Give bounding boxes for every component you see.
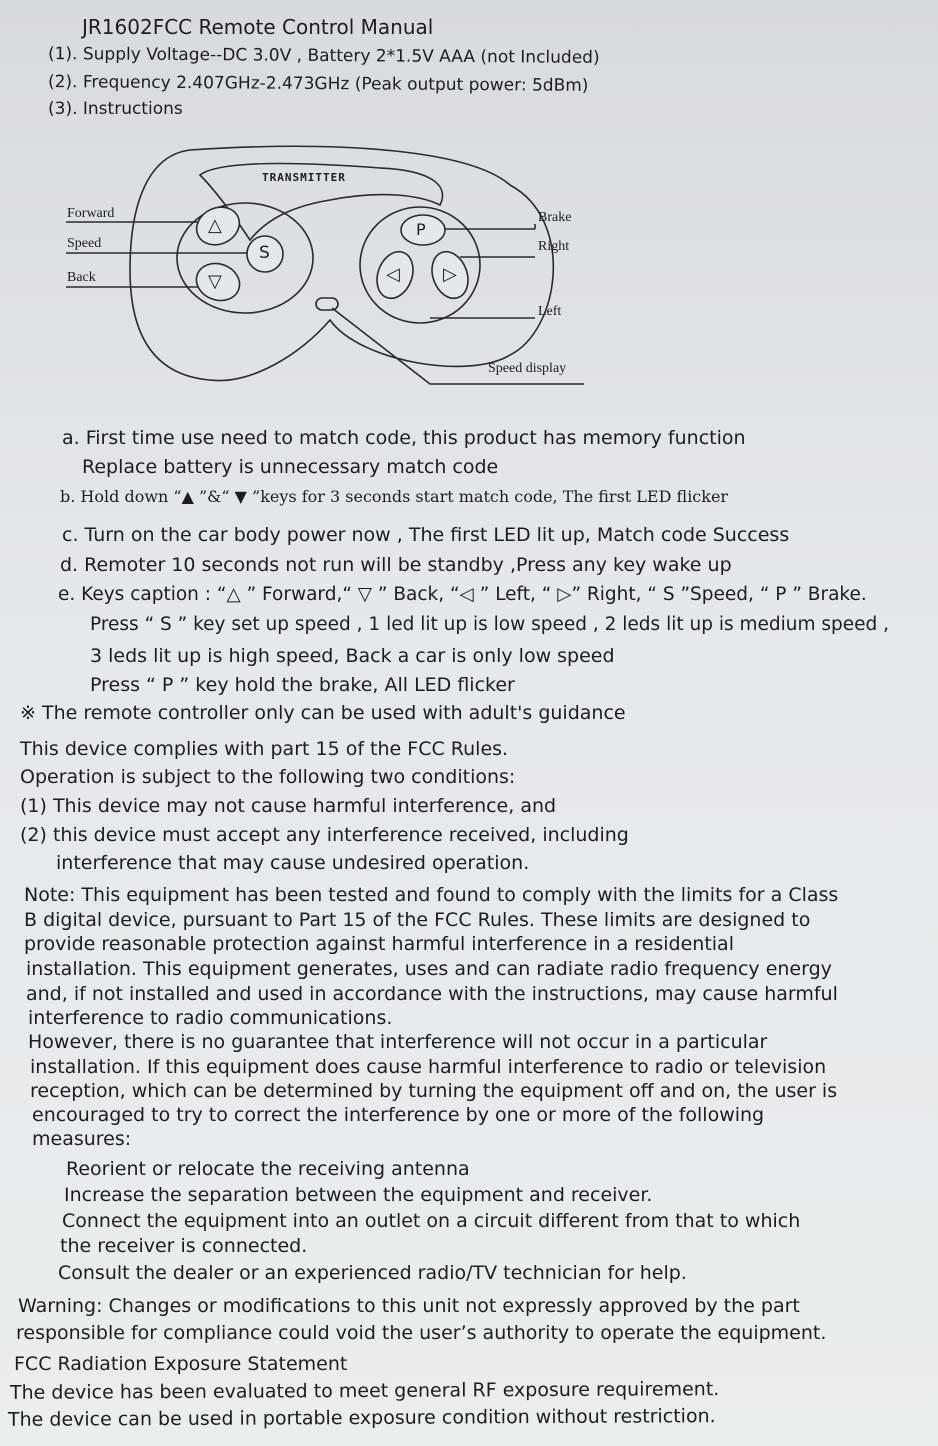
fcc-line-8: provide reasonable protection against harmful interference in a residential — [24, 933, 734, 955]
fcc-line-3: (1) This device may not cause harmful interference, and — [20, 795, 557, 817]
fcc-line-9: installation. This equipment generates, uses and can radiate radio frequency energy — [26, 958, 832, 980]
spec-line-3: (3). Instructions — [48, 99, 183, 119]
fcc-line-11: interference to radio communications. — [28, 1007, 393, 1029]
fcc-line-14: reception, which can be determined by turning the equipment off and on, the user is — [30, 1080, 838, 1102]
brake-label: Brake — [538, 210, 572, 225]
forward-label: Forward — [67, 206, 115, 221]
fcc-line-7: B digital device, pursuant to Part 15 of the FCC Rules. These limits are designed to — [24, 909, 811, 931]
left-pad-outline — [177, 203, 313, 313]
fcc-line-13: installation. If this equipment does cause harmful interference to radio or television — [30, 1056, 827, 1078]
fcc-line-4: (2) this device must accept any interference received, including — [20, 824, 629, 846]
speed-label: Speed — [67, 236, 102, 251]
instruction-e-line3: 3 leds lit up is high speed, Back a car is only low speed — [90, 645, 615, 667]
instruction-c: c. Turn on the car body power now , The first LED lit up, Match code Success — [62, 524, 790, 546]
fcc-measure-3b: the receiver is connected. — [60, 1235, 308, 1257]
instruction-a-line1: a. First time use need to match code, this product has memory function — [62, 427, 746, 449]
spec-line-1: (1). Supply Voltage--DC 3.0V , Battery 2*1.5V AAA (not Included) — [47, 44, 600, 68]
fcc-measure-4: Consult the dealer or an experienced radio/TV technician for help. — [58, 1262, 687, 1284]
spec-line-2: (2). Frequency 2.407GHz-2.473GHz (Peak output power: 5dBm) — [47, 72, 589, 96]
fcc-line-6: Note: This equipment has been tested and found to comply with the limits for a Class — [24, 884, 839, 906]
warning-line-2: responsible for compliance could void the user’s authority to operate the equipment. — [16, 1322, 827, 1344]
back-label: Back — [67, 270, 96, 285]
left-label: Left — [538, 304, 562, 319]
right-label: Right — [538, 239, 570, 254]
rf-exposure-line-2: The device can be used in portable exposure condition without restriction. — [7, 1405, 716, 1431]
fcc-measure-1: Reorient or relocate the receiving antenna — [66, 1158, 470, 1180]
instruction-e-line4: Press “ P ” key hold the brake, All LED flicker — [90, 674, 515, 696]
instruction-e-line1: e. Keys caption : “△ ” Forward,“ ▽ ” Back, “◁ ” Left, “ ▷” Right, “ S ”Speed, “ P ” Brake. — [58, 584, 867, 605]
instruction-d: d. Remoter 10 seconds not run will be standby ,Press any key wake up — [60, 554, 732, 576]
left-triangle-icon: ◁ — [386, 264, 400, 285]
fcc-line-16: measures: — [32, 1128, 132, 1150]
fcc-measure-3: Connect the equipment into an outlet on a circuit different from that to which — [62, 1210, 801, 1232]
fcc-line-2: Operation is subject to the following two conditions: — [20, 766, 516, 788]
speed-key-label: S — [259, 243, 270, 263]
fcc-line-12: However, there is no guarantee that interference will not occur in a particular — [28, 1031, 768, 1053]
fcc-line-15: encouraged to try to correct the interference by one or more of the following — [32, 1104, 765, 1126]
fcc-line-1: This device complies with part 15 of the FCC Rules. — [20, 738, 509, 760]
rf-exposure-heading: FCC Radiation Exposure Statement — [14, 1353, 348, 1375]
forward-triangle-icon: △ — [208, 215, 222, 236]
instruction-e-line2: Press “ S ” key set up speed , 1 led lit up is low speed , 2 leds lit up is medium speed , — [90, 614, 890, 635]
rf-exposure-line-1: The device has been evaluated to meet general RF exposure requirement. — [9, 1378, 720, 1404]
fcc-measure-2: Increase the separation between the equipment and receiver. — [64, 1184, 653, 1206]
brake-key-label: P — [416, 220, 426, 239]
fcc-line-5: interference that may cause undesired operation. — [56, 852, 530, 874]
speed-display-slot — [316, 298, 338, 310]
right-triangle-icon: ▷ — [443, 264, 457, 285]
instruction-a-line2: Replace battery is unnecessary match code — [82, 456, 499, 478]
instruction-b: b. Hold down “▲ ”&“ ▼ ”keys for 3 seconds start match code, The first LED flicker — [60, 487, 729, 506]
speed-display-label: Speed display — [488, 361, 567, 376]
fcc-line-10: and, if not installed and used in accordance with the instructions, may cause harmful — [26, 983, 838, 1005]
warning-line-1: Warning: Changes or modifications to this unit not expressly approved by the part — [18, 1295, 800, 1317]
back-triangle-icon: ▽ — [208, 271, 222, 292]
transmitter-label: TRANSMITTER — [262, 171, 346, 184]
adult-guidance-note: ※ The remote controller only can be used with adult's guidance — [20, 702, 626, 724]
remote-diagram — [0, 140, 938, 400]
manual-title: JR1602FCC Remote Control Manual — [82, 15, 434, 39]
